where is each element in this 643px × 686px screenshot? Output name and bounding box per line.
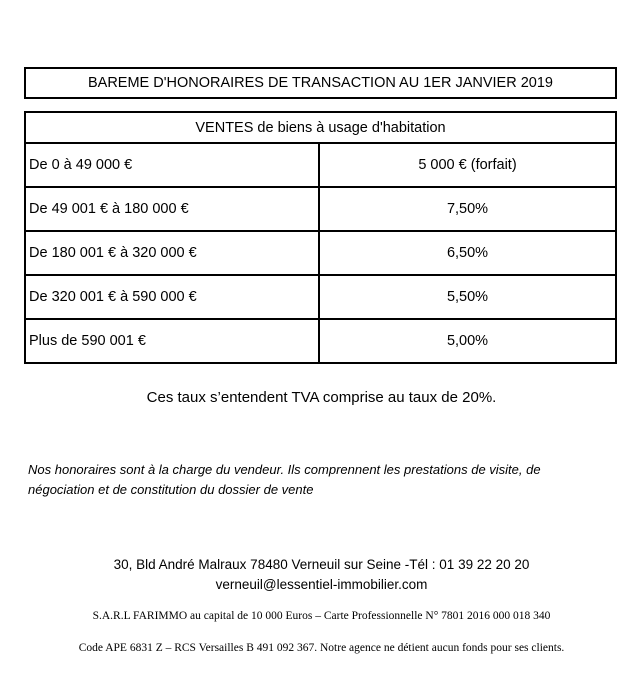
legal-line-registration: Code APE 6831 Z – RCS Versailles B 491 092 367. Notre agence ne détient aucun fonds pour ses clients. [78,642,565,654]
price-range: De 0 à 49 000 € [25,143,319,187]
fee-rate: 5,00% [319,319,616,363]
price-range: De 180 001 € à 320 000 € [25,231,319,275]
price-range: De 49 001 € à 180 000 € [25,187,319,231]
table-row [25,143,616,187]
fee-rate: 6,50% [319,231,616,275]
fees-note: Nos honoraires sont à la charge du vendeur. Ils comprennent les prestations de visite, de négociation et de constitution du dossier de vente [28,462,541,497]
agency-address: 30, Bld André Malraux 78480 Verneuil sur Seine -Tél : 01 39 22 20 20 [113,557,530,572]
fee-rate: 5,50% [319,275,616,319]
price-range: De 320 001 € à 590 000 € [25,275,319,319]
price-range: Plus de 590 001 € [25,319,319,363]
table-row [25,231,616,275]
tva-note: Ces taux s’entendent TVA comprise au taux de 20%. [146,389,497,406]
agency-email: verneuil@lessentiel-immobilier.com [215,577,428,592]
legal-line-company: S.A.R.L FARIMMO au capital de 10 000 Euros – Carte Professionnelle N° 7801 2016 000 018 340 [92,610,551,622]
table-row [25,187,616,231]
fee-table [24,111,617,364]
fee-rate: 7,50% [319,187,616,231]
table-header-row [25,112,616,143]
table-header: VENTES de biens à usage d'habitation [25,112,616,143]
document-title: BAREME D'HONORAIRES DE TRANSACTION AU 1ER JANVIER 2019 [24,67,617,99]
contact-block [0,555,643,595]
fee-rate: 5 000 € (forfait) [319,143,616,187]
table-row [25,319,616,363]
table-row [25,275,616,319]
